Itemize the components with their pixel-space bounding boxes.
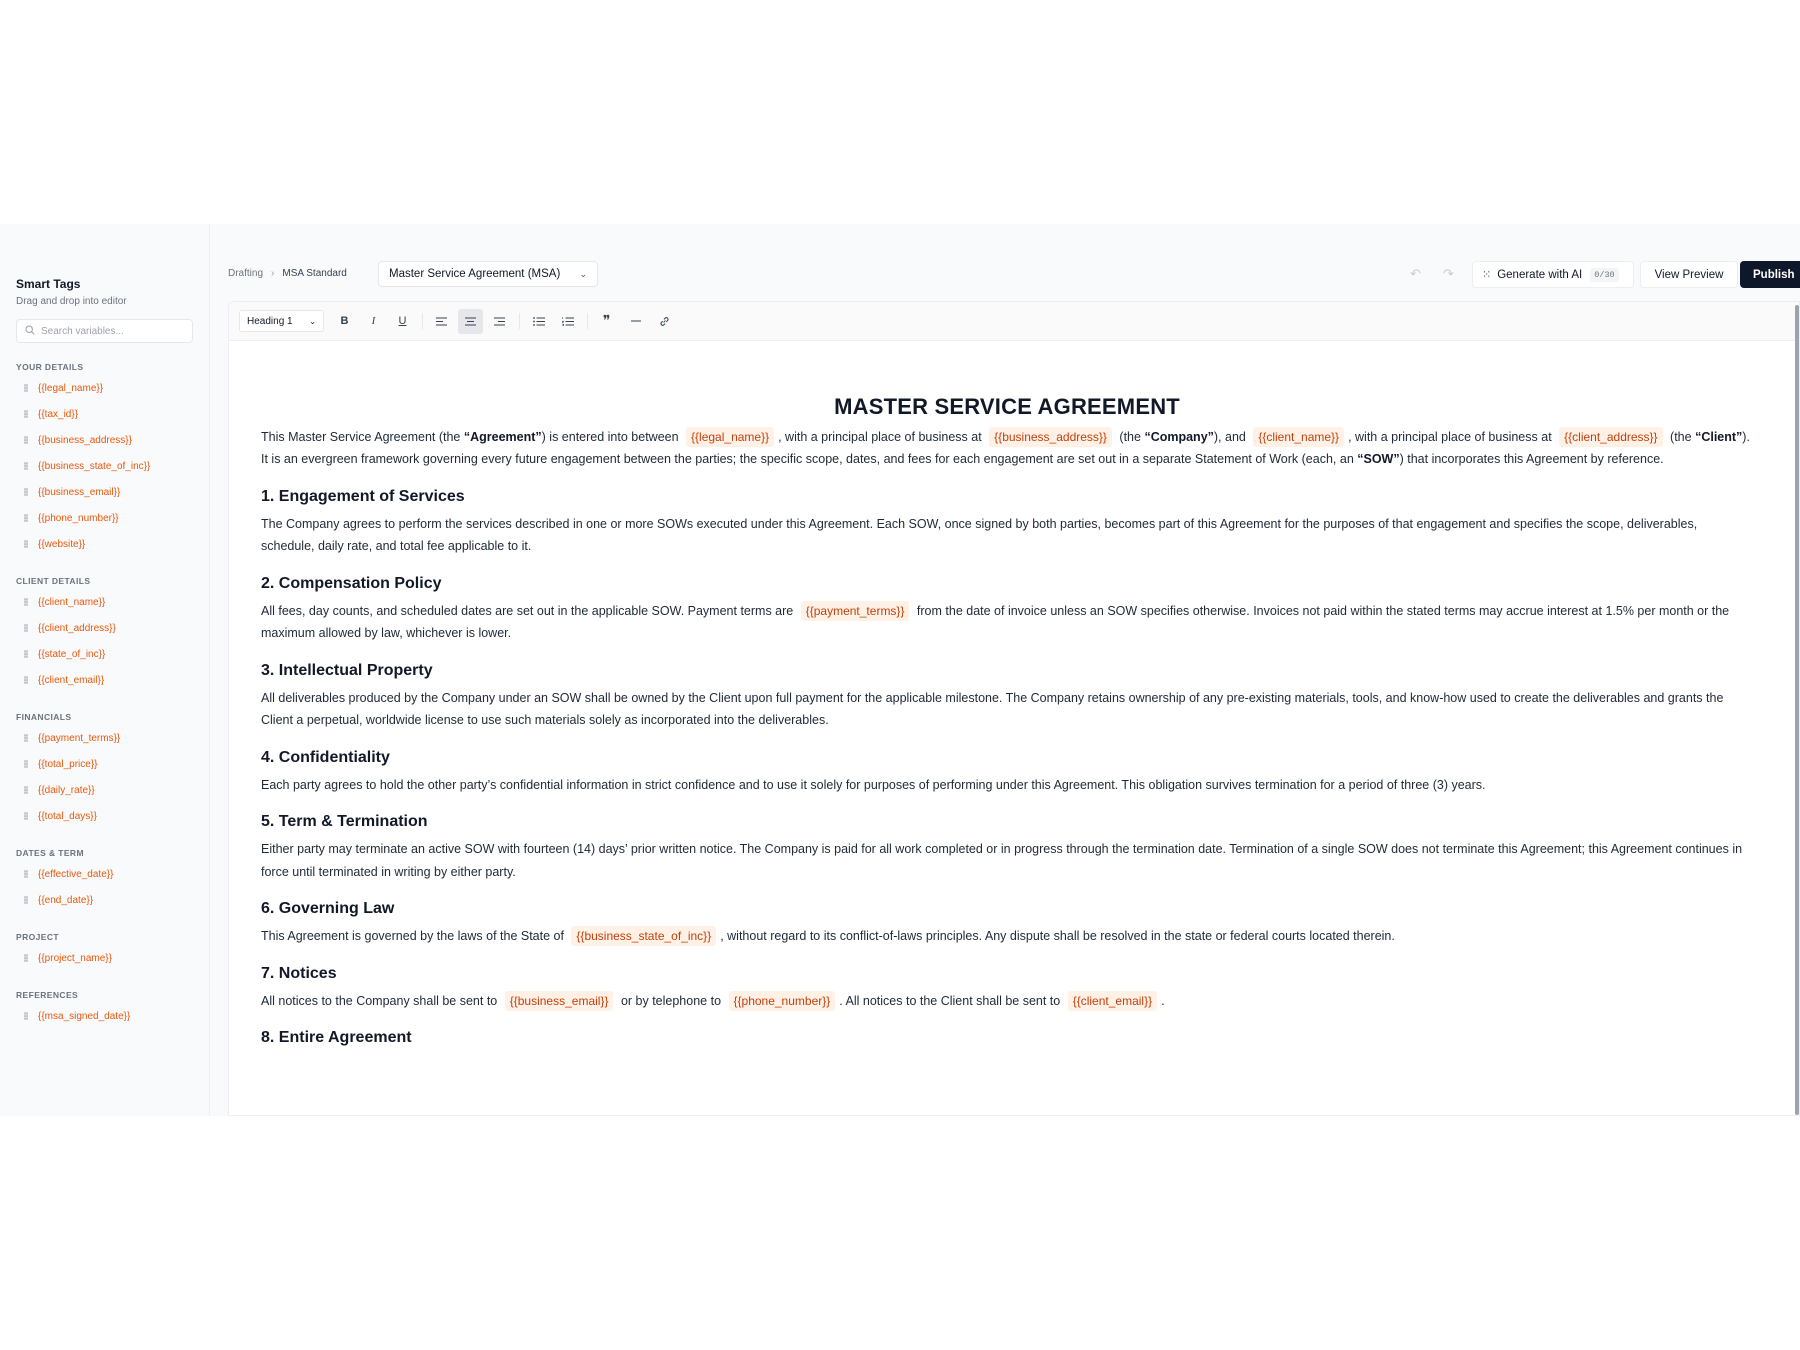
sidebar-subtitle: Drag and drop into editor: [16, 296, 127, 307]
tag-groups: [16, 362, 193, 1029]
drag-handle-icon[interactable]: [24, 812, 28, 820]
publish-button[interactable]: Publish: [1740, 261, 1800, 288]
smart-tag-item[interactable]: [16, 531, 193, 557]
smart-tag-label: {{business_email}}: [38, 486, 121, 498]
smart-tag-chip[interactable]: {{payment_terms}}: [801, 601, 910, 621]
document-title: MASTER SERVICE AGREEMENT: [834, 394, 1180, 419]
section-heading: 5. Term & Termination: [261, 813, 428, 830]
smart-tag-label: {{msa_signed_date}}: [38, 1010, 131, 1022]
search-input[interactable]: [41, 326, 181, 337]
section-heading: 3. Intellectual Property: [261, 661, 433, 679]
variable-search[interactable]: [16, 319, 193, 343]
smart-tag-item[interactable]: [16, 945, 193, 971]
underline-label: U: [398, 315, 407, 327]
breadcrumb: [228, 268, 347, 279]
smart-tag-chip[interactable]: {{client_name}}: [1253, 427, 1344, 447]
smart-tag-label: {{total_days}}: [38, 810, 97, 822]
toolbar-divider: [519, 313, 520, 329]
app-window: [0, 224, 1800, 1116]
formatting-toolbar: [229, 302, 1799, 341]
sidebar-title: Smart Tags: [16, 277, 81, 291]
drag-handle-icon[interactable]: [24, 488, 28, 496]
smart-tag-label: {{effective_date}}: [38, 868, 114, 880]
drag-handle-icon[interactable]: [24, 462, 28, 470]
breadcrumb-item-current[interactable]: MSA Standard: [282, 268, 347, 279]
smart-tag-item[interactable]: [16, 725, 193, 751]
section-heading: 2. Compensation Policy: [261, 574, 442, 592]
smart-tag-item[interactable]: [16, 667, 193, 693]
document-select-value: Master Service Agreement (MSA): [389, 268, 561, 280]
smart-tag-item[interactable]: [16, 615, 193, 641]
section-paragraph: Either party may terminate an active SOW with fourteen (14) days’ prior written notice. The Company is paid for all work completed or in progress through the termination date. Termination of a single SOW does not terminate this Agreement; this Agreement continues in force until terminated in writing by either party.: [261, 842, 1743, 879]
header-bar: [210, 224, 1800, 298]
smart-tag-item[interactable]: [16, 1003, 193, 1029]
smart-tag-chip[interactable]: {{client_email}}: [1068, 991, 1157, 1011]
smart-tag-item[interactable]: [16, 861, 193, 887]
smart-tag-chip[interactable]: {{phone_number}}: [729, 991, 836, 1011]
italic-button[interactable]: [361, 309, 386, 334]
smart-tag-chip[interactable]: {{business_email}}: [505, 991, 614, 1011]
smart-tag-chip[interactable]: {{legal_name}}: [686, 427, 774, 447]
drag-handle-icon[interactable]: [24, 954, 28, 962]
tag-group-title: FINANCIALS: [16, 712, 72, 722]
drag-handle-icon[interactable]: [24, 436, 28, 444]
document-select[interactable]: [378, 261, 598, 287]
smart-tag-item[interactable]: [16, 751, 193, 777]
smart-tag-label: {{payment_terms}}: [38, 732, 121, 744]
smart-tag-label: {{legal_name}}: [38, 382, 104, 394]
drag-handle-icon[interactable]: [24, 514, 28, 522]
numbered-list-icon[interactable]: [555, 309, 580, 334]
horizontal-rule-icon[interactable]: [623, 309, 648, 334]
smart-tag-label: {{phone_number}}: [38, 512, 119, 524]
section-paragraph: All deliverables produced by the Company under an SOW shall be owned by the Client upon full payment for the applicable milestone. The Company retains ownership of any pre-existing materials, tools, and know-how used to create the deliverables and grants the Client a perpetual, worldwide license to use such materials solely as incorporated into the deliverables.: [261, 690, 1724, 727]
section-heading: 4. Confidentiality: [261, 748, 390, 766]
smart-tag-item[interactable]: [16, 375, 193, 401]
tag-group-title: DATES & TERM: [16, 848, 84, 858]
undo-icon[interactable]: ↶: [1410, 266, 1421, 281]
align-left-icon[interactable]: [429, 309, 454, 334]
smart-tag-item[interactable]: [16, 803, 193, 829]
section-heading: 6. Governing Law: [261, 900, 395, 917]
smart-tag-label: {{state_of_inc}}: [38, 648, 106, 660]
heading-select[interactable]: [239, 310, 324, 332]
align-center-icon[interactable]: [458, 309, 483, 334]
editor-scrollbar[interactable]: [1795, 305, 1799, 1115]
smart-tag-chip[interactable]: {{business_state_of_inc}}: [571, 926, 716, 946]
heading-select-value: Heading 1: [247, 315, 293, 327]
generate-count-badge: 0/30: [1590, 268, 1618, 282]
smart-tag-item[interactable]: [16, 887, 193, 913]
drag-handle-icon[interactable]: [24, 540, 28, 548]
drag-handle-icon[interactable]: [24, 1012, 28, 1020]
bold-label: B: [340, 315, 349, 327]
smart-tag-label: {{end_date}}: [38, 894, 94, 906]
drag-handle-icon[interactable]: [24, 786, 28, 794]
section-heading: 7. Notices: [261, 964, 337, 982]
breadcrumb-item-drafting[interactable]: Drafting: [228, 268, 264, 279]
drag-handle-icon[interactable]: [24, 650, 28, 658]
smart-tag-label: {{business_address}}: [38, 434, 132, 446]
tag-group-title: YOUR DETAILS: [16, 362, 84, 372]
smart-tag-item[interactable]: [16, 777, 193, 803]
toolbar-divider: [422, 313, 423, 329]
tag-group-title: REFERENCES: [16, 990, 79, 1000]
toolbar-divider: [587, 313, 588, 329]
section-heading: 8. Entire Agreement: [261, 1029, 412, 1046]
chevron-right-icon: ›: [271, 268, 275, 279]
smart-tag-item[interactable]: [16, 453, 193, 479]
smart-tag-label: {{website}}: [38, 538, 86, 550]
view-preview-button[interactable]: View Preview: [1640, 261, 1738, 288]
tag-group-title: PROJECT: [16, 932, 59, 942]
drag-handle-icon[interactable]: [24, 384, 28, 392]
smart-tag-item[interactable]: [16, 401, 193, 427]
underline-button[interactable]: [390, 309, 415, 334]
section-heading: 1. Engagement of Services: [261, 487, 465, 505]
smart-tag-item[interactable]: [16, 479, 193, 505]
section-paragraph: Each party agrees to hold the other party’s confidential information in strict confidence and to use it solely for purposes of performing under this Agreement. This obligation survives termination for a period of three (3) years.: [261, 777, 1486, 792]
section-paragraph: This Agreement is governed by the laws of the State of {{business_state_of_inc}} , without regard to its conflict-of-laws principles. Any dispute shall be resolved in the state or federal courts located therein.: [261, 925, 1753, 948]
redo-icon[interactable]: ↷: [1443, 266, 1454, 281]
document-body[interactable]: [229, 341, 1799, 1048]
smart-tag-label: {{tax_id}}: [38, 408, 79, 420]
smart-tags-sidebar: [0, 224, 210, 1116]
drag-handle-icon[interactable]: [24, 896, 28, 904]
smart-tag-item[interactable]: [16, 505, 193, 531]
smart-tag-label: {{client_name}}: [38, 596, 106, 608]
smart-tag-label: {{client_address}}: [38, 622, 116, 634]
smart-tag-label: {{project_name}}: [38, 952, 112, 964]
editor-panel: [228, 301, 1800, 1116]
chevron-down-icon: ⌄: [579, 268, 587, 279]
smart-tag-label: {{business_state_of_inc}}: [38, 460, 151, 472]
smart-tag-chip[interactable]: {{business_address}}: [989, 427, 1112, 447]
drag-handle-icon[interactable]: [24, 410, 28, 418]
align-right-icon[interactable]: [487, 309, 512, 334]
bullet-list-icon[interactable]: [526, 309, 551, 334]
generate-label: Generate with AI: [1497, 268, 1583, 281]
chevron-down-icon: ⌄: [309, 316, 316, 326]
search-icon: [25, 322, 35, 340]
drag-handle-icon[interactable]: [24, 624, 28, 632]
intro-paragraph: This Master Service Agreement (the “Agreement”) is entered into between {{legal_name}} , with a principal place of business at {{business_address}} (the “Company”), and {{client_name}} , with a principal place of business at {{client_address}} (the “Client”). It is an evergreen framework governing every future engagement between the parties; the specific scope, dates, and fees for each engagement are set out in a separate Statement of Work (each, an “SOW”) that incorporates this Agreement by reference.: [261, 426, 1753, 471]
bold-button[interactable]: [332, 309, 357, 334]
section-paragraph: All notices to the Company shall be sent to {{business_email}} or by telephone to {{phone_number}} . All notices to the Client shall be sent to {{client_email}} .: [261, 990, 1753, 1013]
link-icon[interactable]: [652, 309, 677, 334]
drag-handle-icon[interactable]: [24, 734, 28, 742]
section-paragraph: All fees, day counts, and scheduled dates are set out in the applicable SOW. Payment terms are {{payment_terms}} from the date of invoice unless an SOW specifies otherwise. Invoices not paid within the stated terms may accrue interest at 1.5% per month or the maximum allowed by law, whichever is lower.: [261, 600, 1753, 645]
drag-handle-icon[interactable]: [24, 676, 28, 684]
section-paragraph: The Company agrees to perform the services described in one or more SOWs executed under this Agreement. Each SOW, once signed by both parties, becomes part of this Agreement for the purposes of that engagement and specifies the scope, deliverables, schedule, daily rate, and total fee applicable to it.: [261, 516, 1698, 553]
generate-with-ai-button[interactable]: [1472, 261, 1634, 288]
sparkle-icon: ⁙: [1482, 269, 1492, 281]
smart-tag-label: {{client_email}}: [38, 674, 105, 686]
smart-tag-item[interactable]: [16, 427, 193, 453]
tag-group-title: CLIENT DETAILS: [16, 576, 91, 586]
drag-handle-icon[interactable]: [24, 760, 28, 768]
smart-tag-chip[interactable]: {{client_address}}: [1559, 427, 1662, 447]
drag-handle-icon[interactable]: [24, 598, 28, 606]
smart-tag-item[interactable]: [16, 589, 193, 615]
quote-icon[interactable]: ❞: [602, 313, 611, 329]
drag-handle-icon[interactable]: [24, 870, 28, 878]
italic-label: I: [371, 315, 376, 327]
smart-tag-item[interactable]: [16, 641, 193, 667]
smart-tag-label: {{total_price}}: [38, 758, 98, 770]
smart-tag-label: {{daily_rate}}: [38, 784, 95, 796]
